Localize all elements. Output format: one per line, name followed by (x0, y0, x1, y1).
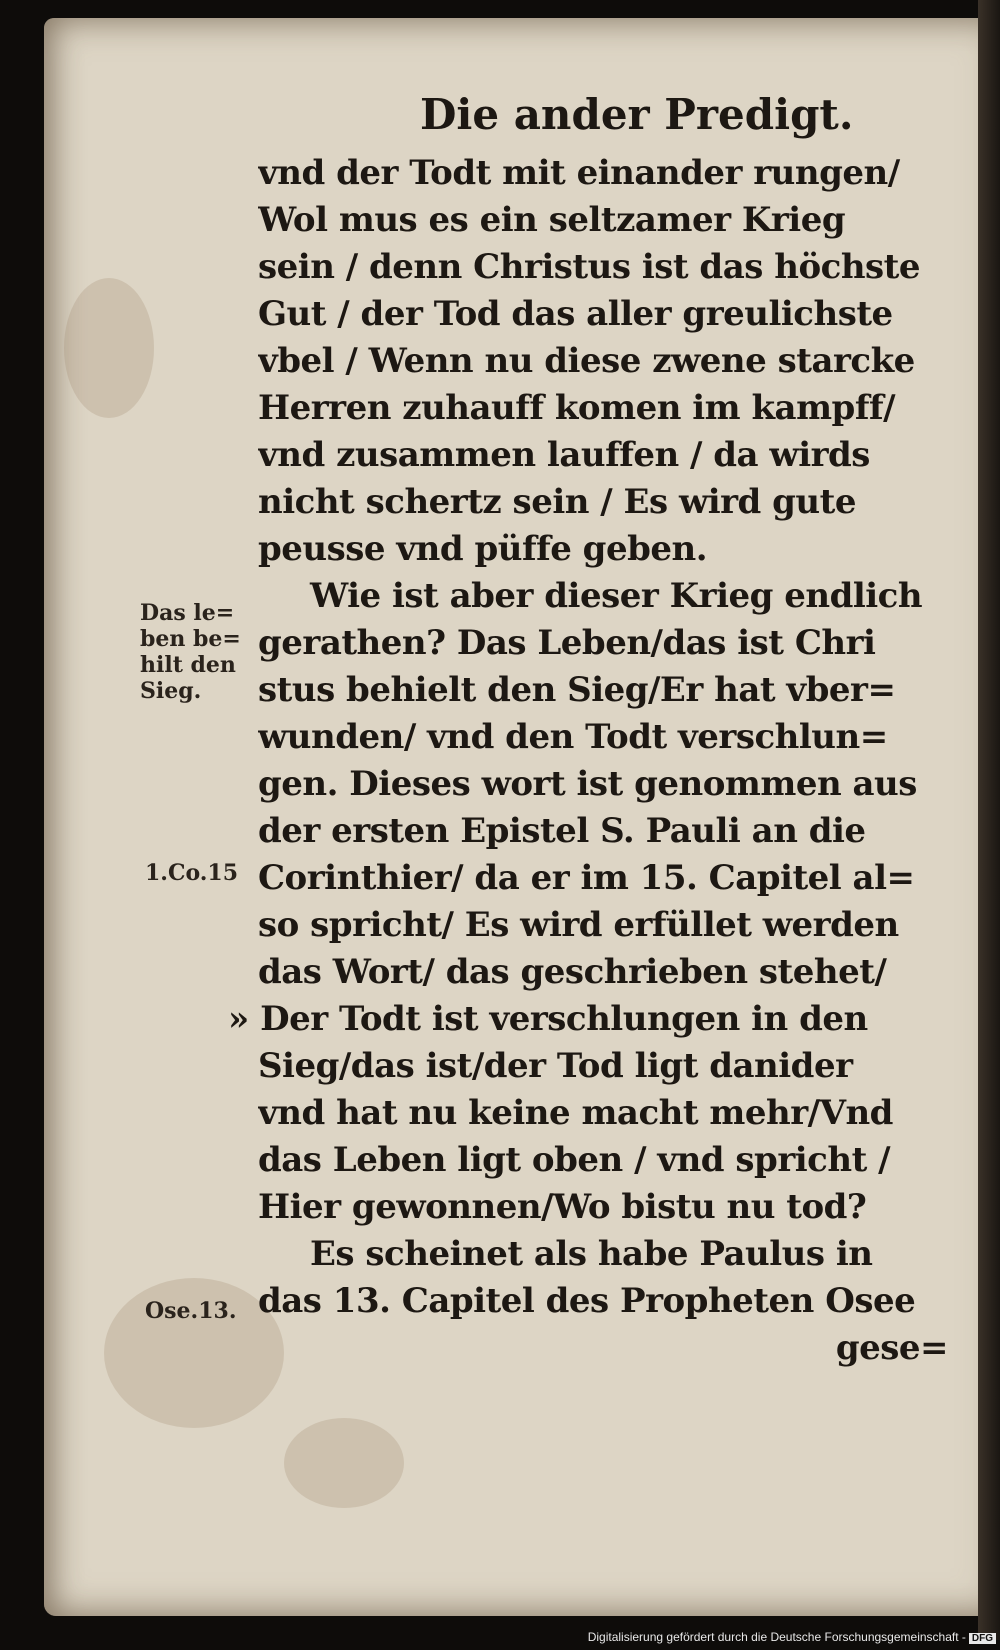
text-line: das Leben ligt oben / vnd spricht / (258, 1140, 891, 1180)
book-spine (978, 0, 1000, 1640)
text-line: » Der Todt ist verschlungen in den (228, 999, 868, 1039)
text-line: nicht schertz sein / Es wird gute (258, 482, 856, 522)
text-line: vbel / Wenn nu diese zwene starcke (258, 341, 915, 381)
text-line: Hier gewonnen/Wo bistu nu tod? (258, 1187, 867, 1227)
marginal-note-reference: 1.Co.15 (145, 860, 239, 886)
footer (588, 1630, 996, 1644)
text-line: peusse vnd püffe geben. (258, 529, 708, 569)
text-line: wunden/ vnd den Todt verschlun= (258, 717, 888, 757)
running-head: Die ander Predigt. (420, 90, 854, 139)
text-line: Herren zuhauff komen im kampff/ (258, 388, 895, 428)
text-line: so spricht/ Es wird erfüllet werden (258, 905, 899, 945)
text-line: Wie ist aber dieser Krieg endlich (310, 576, 923, 616)
text-line: gerathen? Das Leben/das ist Chri (258, 623, 876, 663)
text-line: vnd zusammen lauffen / da wirds (258, 435, 870, 475)
marginal-note-line: ben be= (140, 626, 241, 652)
text-line: Wol mus es ein seltzamer Krieg (258, 200, 846, 240)
text-line: vnd der Todt mit einander rungen/ (258, 153, 900, 193)
text-line: gen. Dieses wort ist genommen aus (258, 764, 917, 804)
footer-text: Digitalisierung gefördert durch die Deutsche Forschungsgemeinschaft - (587, 1630, 966, 1644)
marginal-note-line: hilt den (140, 652, 236, 678)
dfg-logo: DFG (969, 1633, 996, 1644)
text-line: Corinthier/ da er im 15. Capitel al= (258, 858, 915, 898)
text-line: Es scheinet als habe Paulus in (310, 1234, 873, 1274)
text-line: Sieg/das ist/der Tod ligt danider (258, 1046, 853, 1086)
text-line: das Wort/ das geschrieben stehet/ (258, 952, 887, 992)
marginal-note (140, 600, 241, 704)
marginal-note-line: Das le= (140, 600, 235, 626)
text-line: Gut / der Tod das aller greulichste (258, 294, 893, 334)
marginal-note-line: Sieg. (140, 678, 202, 704)
text-line: der ersten Epistel S. Pauli an die (258, 811, 866, 851)
text-line: vnd hat nu keine macht mehr/Vnd (258, 1093, 893, 1133)
text-line: das 13. Capitel des Propheten Osee (258, 1281, 916, 1321)
marginal-note-reference: Ose.13. (145, 1298, 237, 1324)
body-text (228, 150, 978, 1372)
text-line: stus behielt den Sieg/Er hat vber= (258, 670, 896, 710)
text-line: sein / denn Christus ist das höchste (258, 247, 921, 287)
catchword: gese= (835, 1328, 948, 1368)
